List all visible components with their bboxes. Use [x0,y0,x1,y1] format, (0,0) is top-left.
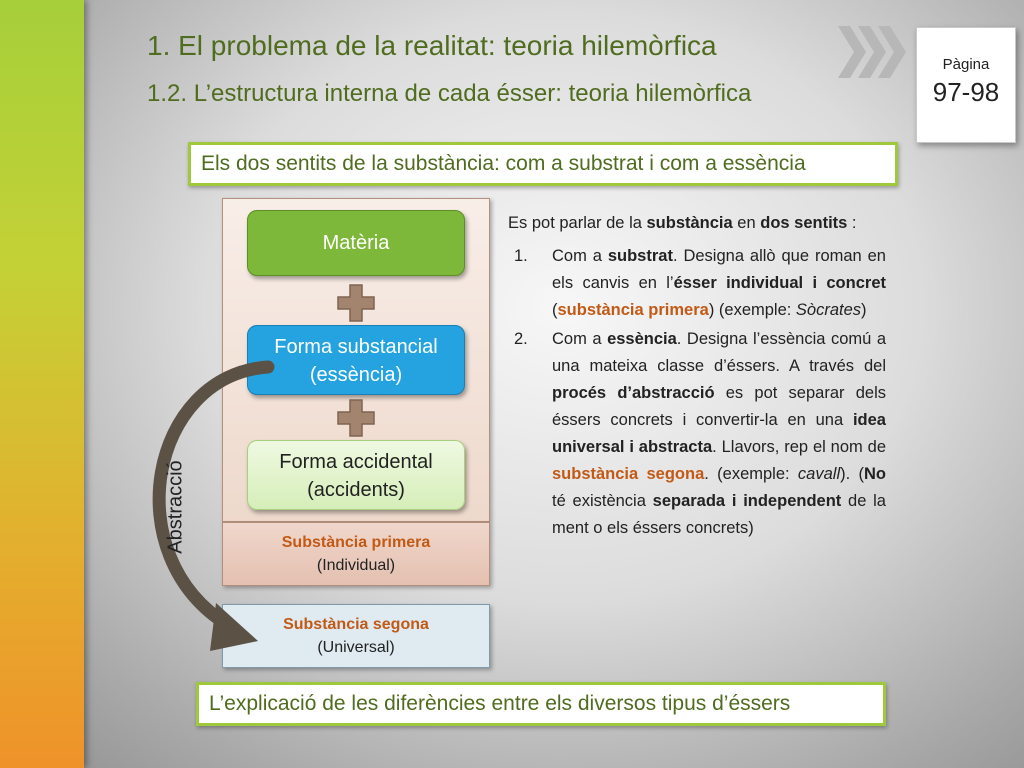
slide-subtitle: 1.2. L’estructura interna de cada ésser: teoria hilemòrfica [147,80,752,107]
forma-accidental-line2: (accidents) [307,479,405,501]
materia-box: Matèria [247,210,465,276]
plus-icon [336,398,376,438]
left-accent-bar [0,0,84,768]
substancia-segona-kind: (Universal) [317,639,395,656]
substancia-segona-title: Substància segona [283,616,429,633]
abstraccio-label: Abstracció [164,460,187,554]
chevrons-icon [832,20,912,84]
page-number: 97-98 [932,77,1000,107]
list-number: 1. [514,247,528,265]
page-label: Pàgina [942,56,990,73]
top-banner: Els dos sentits de la substància: com a substrat i com a essència [188,142,898,186]
plus-icon [336,283,376,323]
substancia-primera-kind: (Individual) [316,557,396,574]
substancia-primera-title: Substància primera [281,534,431,551]
forma-substancial-line1: Forma substancial [274,336,438,358]
forma-substancial-line2: (essència) [309,364,403,386]
list-item: 2. Com a essència. Designa l’essència comú a una mateixa classe d’éssers. A través del procés d’abstracció es pot separar dels éssers concrets i convertir-la en una idea universal i abstracta. Llavors, rep el nom de substància segona. (exemple: cavall). (No té existència separada i independent de la ment o els éssers concrets) [508,326,886,542]
bottom-banner: L’explicació de les diferències entre els diversos tipus d’éssers [196,682,886,726]
forma-accidental-line1: Forma accidental [279,451,433,473]
explanation-text [508,210,886,544]
list-item: 1. Com a substrat. Designa allò que roman en els canvis en l’ésser individual i concret (substància primera) (exemple: Sòcrates) [508,243,886,324]
page-reference-box [916,27,1016,143]
intro-paragraph: Es pot parlar de la substància en dos sentits : [508,214,857,232]
abstraction-arrow-icon [140,355,280,665]
list-number: 2. [514,330,528,348]
slide-title: 1. El problema de la realitat: teoria hilemòrfica [147,30,717,61]
